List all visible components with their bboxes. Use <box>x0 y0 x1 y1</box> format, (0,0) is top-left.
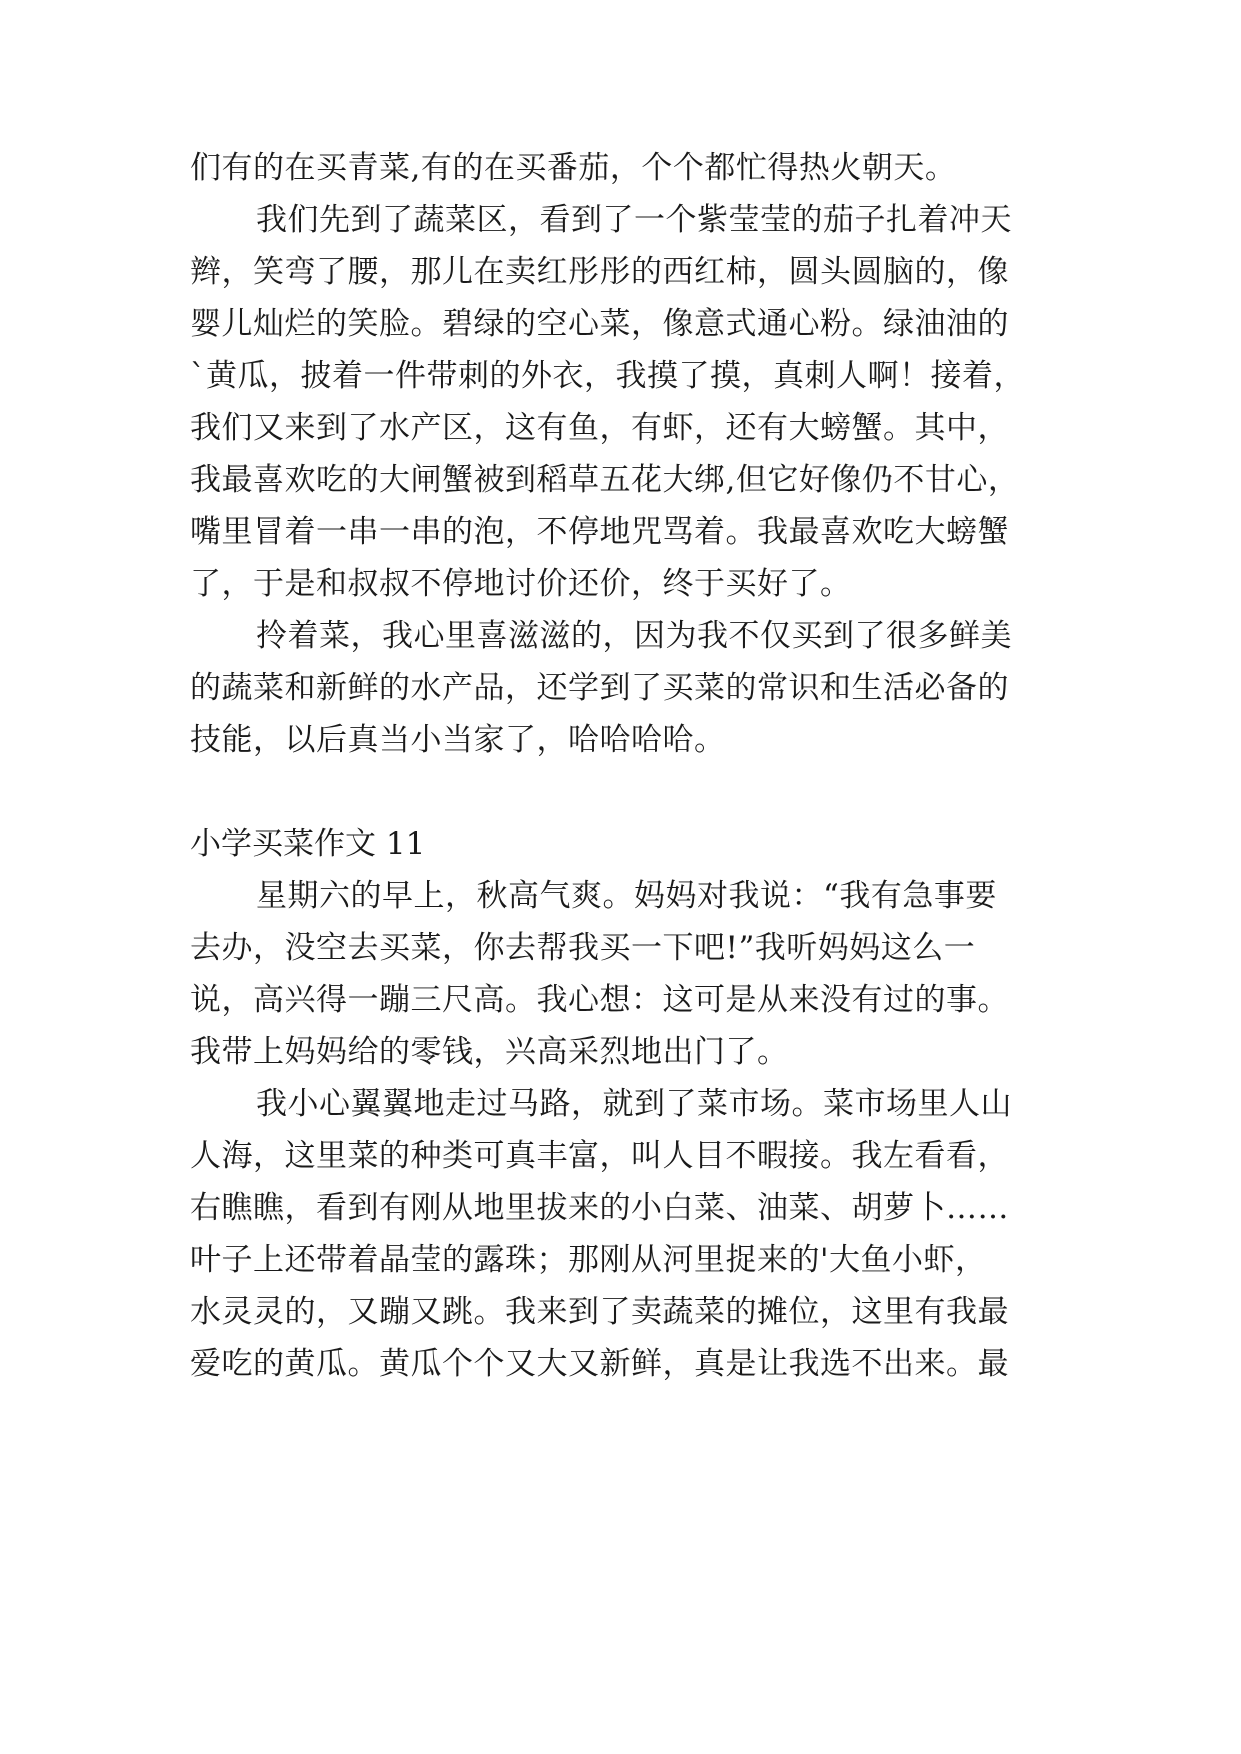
paragraph-line: 右瞧瞧，看到有刚从地里拔来的小白菜、油菜、胡萝卜…… <box>190 1190 1009 1226</box>
paragraph-line: 我小心翼翼地走过马路，就到了菜市场。菜市场里人山 <box>256 1086 1012 1122</box>
paragraph-line: 嘴里冒着一串一串的泡，不停地咒骂着。我最喜欢吃大螃蟹 <box>190 514 1009 550</box>
paragraph-line: 我们又来到了水产区，这有鱼，有虾，还有大螃蟹。其中， <box>190 410 1009 446</box>
paragraph-line: 技能，以后真当小当家了，哈哈哈哈。 <box>190 722 726 758</box>
paragraph-line: `黄瓜，披着一件带刺的外衣，我摸了摸，真刺人啊！接着， <box>190 358 1025 394</box>
paragraph-line: 了，于是和叔叔不停地讨价还价，终于买好了。 <box>190 566 852 602</box>
paragraph-line: 们有的在买青菜,有的在买番茄，个个都忙得热火朝天。 <box>190 150 957 186</box>
paragraph-line: 我们先到了蔬菜区，看到了一个紫莹莹的茄子扎着冲天 <box>256 202 1012 238</box>
paragraph-line: 辫，笑弯了腰，那儿在卖红彤彤的西红柿，圆头圆脑的，像 <box>190 254 1009 290</box>
paragraph-line: 我带上妈妈给的零钱，兴高采烈地出门了。 <box>190 1034 789 1070</box>
paragraph-line: 的蔬菜和新鲜的水产品，还学到了买菜的常识和生活必备的 <box>190 670 1009 706</box>
paragraph-line: 爱吃的黄瓜。黄瓜个个又大又新鲜，真是让我选不出来。最 <box>190 1346 1009 1382</box>
paragraph-line: 拎着菜，我心里喜滋滋的，因为我不仅买到了很多鲜美 <box>256 618 1012 654</box>
paragraph-line: 说，高兴得一蹦三尺高。我心想：这可是从来没有过的事。 <box>190 982 1009 1018</box>
section-title: 小学买菜作文 11 <box>190 826 426 862</box>
paragraph-line: 水灵灵的，又蹦又跳。我来到了卖蔬菜的摊位，这里有我最 <box>190 1294 1009 1330</box>
paragraph-line: 婴儿灿烂的笑脸。碧绿的空心菜，像意式通心粉。绿油油的 <box>190 306 1009 342</box>
paragraph-line: 星期六的早上，秋高气爽。妈妈对我说：“我有急事要 <box>256 878 997 914</box>
paragraph-line: 叶子上还带着晶莹的露珠；那刚从河里捉来的'大鱼小虾， <box>190 1242 987 1278</box>
paragraph-line: 我最喜欢吃的大闸蟹被到稻草五花大绑,但它好像仍不甘心， <box>190 462 1020 498</box>
paragraph-line: 人海，这里菜的种类可真丰富，叫人目不暇接。我左看看， <box>190 1138 1009 1174</box>
paragraph-line: 去办，没空去买菜，你去帮我买一下吧!”我听妈妈这么一 <box>190 930 976 966</box>
